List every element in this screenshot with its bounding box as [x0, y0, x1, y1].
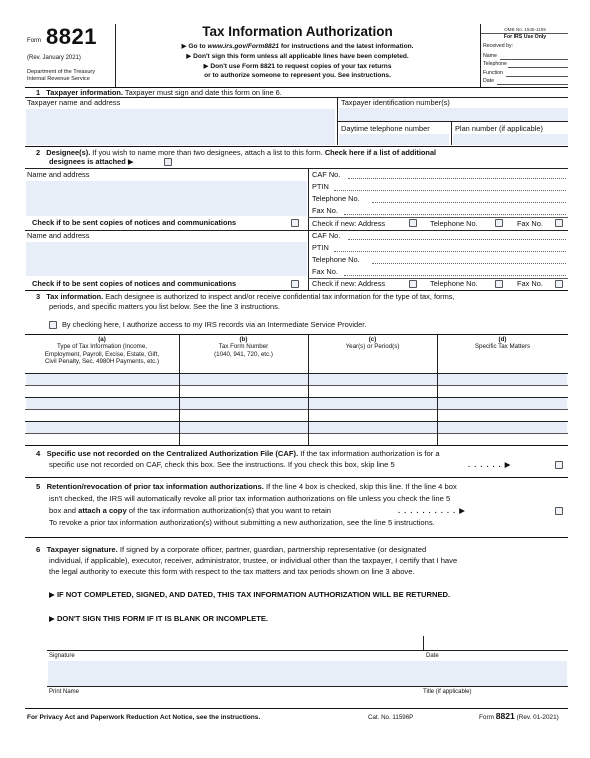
- designee2-telephone-label: Telephone No.: [312, 255, 360, 264]
- irs-telephone-label: Telephone: [483, 61, 507, 67]
- date-label: Date: [426, 653, 439, 659]
- warning-dont-sign-blank: ▶ DON'T SIGN THIS FORM IF IT IS BLANK OR INCOMPLETE.: [49, 614, 269, 623]
- form-word: Form: [27, 38, 41, 44]
- designee1-telephone-field[interactable]: [372, 202, 566, 203]
- instruction-line-4: or to authorize someone to represent you. See instructions.: [204, 72, 391, 79]
- privacy-notice: For Privacy Act and Paperwork Reduction Act Notice, see the instructions.: [27, 714, 261, 721]
- tin-field[interactable]: [339, 108, 568, 121]
- title-label: Title (if applicable): [423, 689, 472, 695]
- designee1-new-telephone-label: Telephone No.: [430, 219, 478, 228]
- designee1-name-field[interactable]: [26, 181, 307, 216]
- department: Department of the Treasury: [27, 69, 96, 75]
- designee1-telephone-label: Telephone No.: [312, 194, 360, 203]
- designee1-copies-checkbox[interactable]: [291, 219, 299, 227]
- designee2-new-telephone-checkbox[interactable]: [495, 280, 503, 288]
- designee2-name-field[interactable]: [26, 242, 307, 276]
- line5-text-cont: isn't checked, the IRS will automatically revoke all prior tax information authorizations on file unless you check the line 5: [49, 494, 451, 503]
- print-name-label: Print Name: [49, 689, 80, 695]
- designee1-new-fax-label: Fax No.: [517, 219, 543, 228]
- daytime-phone-label: Daytime telephone number: [341, 124, 430, 133]
- instructions-url[interactable]: www.irs.gov/Form8821: [207, 43, 280, 50]
- table-row[interactable]: [26, 374, 567, 385]
- designee2-ptin-label: PTIN: [312, 243, 329, 252]
- form-title: Tax Information Authorization: [202, 24, 393, 39]
- irs-date-label: Date: [483, 78, 494, 84]
- designee1-new-fax-checkbox[interactable]: [555, 219, 563, 227]
- plan-number-field[interactable]: [453, 134, 568, 145]
- designee2-new-telephone-label: Telephone No.: [430, 279, 478, 288]
- designee2-fax-label: Fax No.: [312, 267, 338, 276]
- line5-leader: ..........▶: [398, 506, 469, 515]
- designee2-copies-checkbox[interactable]: [291, 280, 299, 288]
- line2-heading-cont: designees is attached ▶: [49, 157, 134, 166]
- line3-heading: 3 Tax information. Each designee is authorized to inspect and/or receive confidential tax information for the type of tax, forms,: [36, 292, 455, 301]
- designee2-ptin-field[interactable]: [334, 251, 566, 252]
- designee2-new-address-label: Check if new: Address: [312, 279, 386, 288]
- designee2-new-fax-checkbox[interactable]: [555, 280, 563, 288]
- designee2-new-address-checkbox[interactable]: [409, 280, 417, 288]
- column-a-header: (a) Type of Tax Information (Income, Employment, Payroll, Excise, Estate, Gift, Civil Penalty, Sec. 4980H Payments, etc.): [44, 336, 160, 365]
- line2-heading: 2 Designee(s). If you wish to name more than two designees, attach a list to this form. Check here if a list of additional: [36, 148, 437, 157]
- line4-checkbox[interactable]: [555, 461, 563, 469]
- taxpayer-name-field[interactable]: [26, 109, 335, 145]
- line6-heading: 6 Taxpayer signature. If signed by a corporate officer, partner, guardian, partnership representative (or designated: [36, 545, 427, 554]
- designee1-caf-label: CAF No.: [312, 170, 341, 179]
- table-row[interactable]: [26, 422, 567, 433]
- received-by-label: Received by:: [483, 43, 513, 49]
- line3-text-cont: periods, and specific matters you list below. See the line 3 instructions.: [49, 302, 280, 311]
- designee2-copies-label: Check if to be sent copies of notices and communications: [32, 279, 237, 288]
- designee1-ptin-label: PTIN: [312, 182, 329, 191]
- designee2-name-label: Name and address: [27, 231, 90, 240]
- daytime-phone-field[interactable]: [339, 134, 449, 145]
- print-name-field[interactable]: [48, 661, 567, 686]
- additional-designees-checkbox[interactable]: [164, 158, 172, 166]
- line4-leader: ......▶: [468, 460, 515, 469]
- designee1-caf-field[interactable]: [348, 178, 566, 179]
- plan-number-label: Plan number (if applicable): [455, 124, 543, 133]
- catalog-number: Cat. No. 11596P: [368, 714, 414, 721]
- designee1-copies-label: Check if to be sent copies of notices and communications: [32, 218, 237, 227]
- line6-text-cont: individual, if applicable), executor, receiver, administrator, trustee, or individual other than the taxpayer, I certify that I have: [49, 556, 458, 565]
- column-d-header: (d) Specific Tax Matters: [474, 336, 531, 351]
- instruction-line-2: ▶ Don't sign this form unless all applicable lines have been completed.: [186, 53, 409, 60]
- warning-not-completed: ▶ IF NOT COMPLETED, SIGNED, AND DATED, THIS TAX INFORMATION AUTHORIZATION WILL BE RETURNED.: [49, 590, 451, 599]
- revision-date: (Rev. January 2021): [27, 55, 81, 61]
- line6-text-cont2: the legal authority to execute this form with respect to the tax matters and tax periods shown on line 3 above.: [49, 567, 415, 576]
- instruction-line-1: ▶ Go to www.irs.gov/Form8821 for instructions and the latest information.: [181, 43, 414, 50]
- isp-label: By checking here, I authorize access to my IRS records via an Intermediate Service Provider.: [62, 320, 367, 329]
- signature-label: Signature: [49, 653, 75, 659]
- designee1-new-address-label: Check if new: Address: [312, 219, 386, 228]
- line5-checkbox[interactable]: [555, 507, 563, 515]
- designee2-telephone-field[interactable]: [372, 263, 566, 264]
- designee1-name-label: Name and address: [27, 170, 90, 179]
- agency: Internal Revenue Service: [27, 76, 90, 82]
- designee1-ptin-field[interactable]: [334, 190, 566, 191]
- designee1-fax-field[interactable]: [344, 214, 566, 215]
- line5-heading: 5 Retention/revocation of prior tax information authorizations. If the line 4 box is checked, skip this line. If the line 4 box: [36, 482, 457, 491]
- designee2-new-fax-label: Fax No.: [517, 279, 543, 288]
- designee2-fax-field[interactable]: [344, 275, 566, 276]
- irs-function-label: Function: [483, 70, 503, 76]
- table-row[interactable]: [26, 398, 567, 409]
- instruction-line-3: ▶ Don't use Form 8821 to request copies of your tax returns: [203, 63, 392, 70]
- irs-use-only: For IRS Use Only: [503, 34, 547, 40]
- line1-heading: 1 Taxpayer information. Taxpayer must sign and date this form on line 6.: [36, 88, 282, 97]
- designee2-caf-label: CAF No.: [312, 231, 341, 240]
- date-field[interactable]: [424, 636, 567, 649]
- line5-revoke-text: To revoke a prior tax information authorization(s) without submitting a new authorization, see the line 5 instructions.: [49, 518, 435, 527]
- line4-heading: 4 Specific use not recorded on the Centralized Authorization File (CAF). If the tax information authorization is for a: [36, 449, 440, 458]
- footer-form-id: Form 8821 (Rev. 01-2021): [479, 711, 559, 721]
- designee1-new-address-checkbox[interactable]: [409, 219, 417, 227]
- form-number: 8821: [46, 24, 97, 49]
- tin-label: Taxpayer identification number(s): [341, 98, 450, 107]
- designee1-fax-label: Fax No.: [312, 206, 338, 215]
- designee2-caf-field[interactable]: [348, 239, 566, 240]
- signature-field[interactable]: [48, 636, 422, 649]
- taxpayer-name-label: Taxpayer name and address: [27, 98, 121, 107]
- isp-checkbox[interactable]: [49, 321, 57, 329]
- line4-text-cont: specific use not recorded on CAF, check this box. See the instructions. If you check this box, skip line 5: [49, 460, 395, 469]
- column-c-header: (c) Year(s) or Period(s): [345, 336, 400, 351]
- irs-name-label: Name: [483, 53, 497, 59]
- designee1-new-telephone-checkbox[interactable]: [495, 219, 503, 227]
- column-b-header: (b) Tax Form Number (1040, 941, 720, etc.): [214, 336, 273, 358]
- omb-number: OMB No. 1545-1165: [504, 27, 546, 32]
- line5-text-cont2: box and attach a copy of the tax information authorization(s) that you want to retain: [49, 506, 331, 515]
